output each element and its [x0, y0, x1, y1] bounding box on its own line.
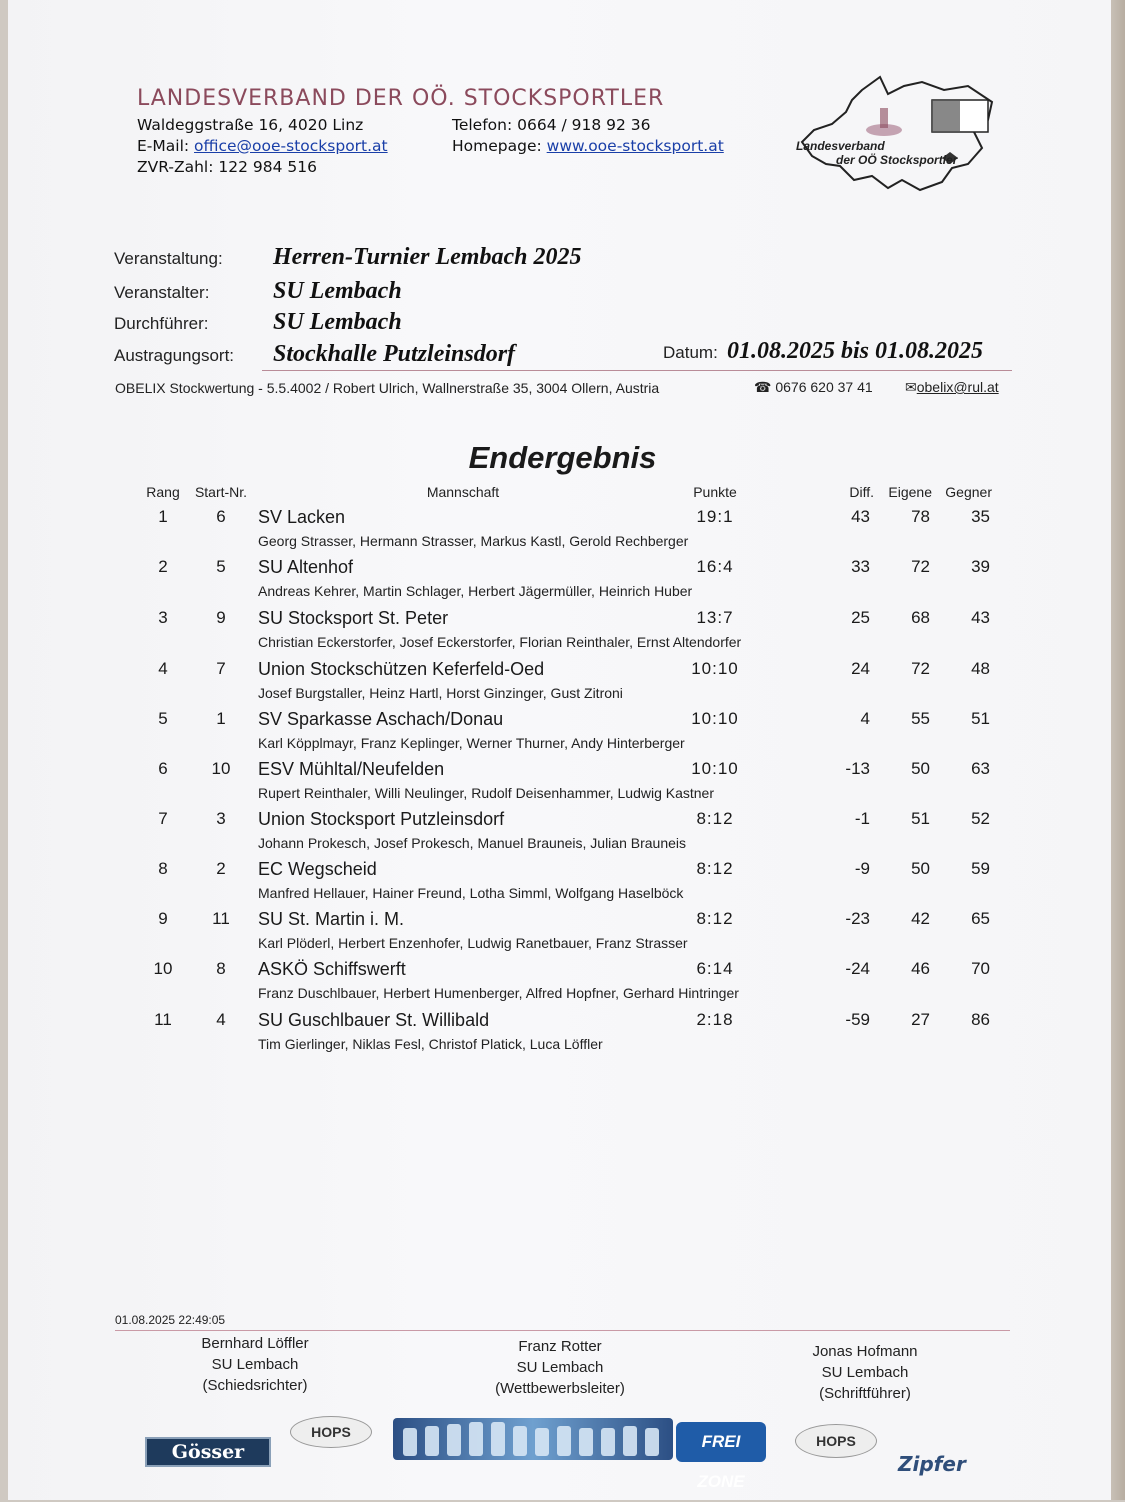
opponent-score: 48 — [971, 659, 990, 678]
table-row — [0, 909, 1125, 959]
team-players: Rupert Reinthaler, Willi Neulinger, Rudolf Deisenhammer, Ludwig Kastner — [258, 785, 714, 801]
email-label: E-Mail: — [137, 137, 190, 155]
signature-secretary — [765, 1341, 965, 1404]
sponsor-gosser-logo: Gösser — [145, 1437, 271, 1467]
table-row — [0, 709, 1125, 759]
start-number: 10 — [211, 759, 231, 778]
own-score: 46 — [911, 959, 930, 978]
durchfuehrer-value: SU Lembach — [273, 309, 402, 335]
signature-role: (Schiedsrichter) — [202, 1377, 308, 1394]
points: 10:10 — [691, 659, 739, 678]
signature-club: SU Lembach — [516, 1359, 604, 1376]
opponent-score: 39 — [971, 557, 990, 576]
software-email-line — [905, 379, 999, 396]
start-number: 4 — [216, 1010, 226, 1029]
start-number: 5 — [216, 557, 226, 576]
own-score: 50 — [911, 759, 930, 778]
own-score: 50 — [911, 859, 930, 878]
team-name: Union Stockschützen Keferfeld-Oed — [258, 659, 545, 679]
homepage-label: Homepage: — [452, 137, 542, 155]
team-players: Josef Burgstaller, Heinz Hartl, Horst Ginzinger, Gust Zitroni — [258, 685, 623, 701]
signature-club: SU Lembach — [211, 1356, 299, 1373]
header-start: Start-Nr. — [194, 484, 248, 500]
signature-referee — [155, 1333, 355, 1396]
software-info: OBELIX Stockwertung - 5.5.4002 / Robert Ulrich, Wallnerstraße 35, 3004 Ollern, Austria — [115, 380, 660, 396]
own-score: 68 — [911, 608, 930, 627]
team-players: Johann Prokesch, Josef Prokesch, Manuel Brauneis, Julian Brauneis — [258, 835, 687, 851]
team-players: Manfred Hellauer, Hainer Freund, Lotha Simml, Wolfgang Haselböck — [258, 885, 684, 901]
start-number: 1 — [216, 709, 226, 728]
difference: 25 — [851, 608, 870, 627]
start-number: 3 — [216, 809, 226, 828]
opponent-score: 51 — [971, 709, 990, 728]
veranstaltung-value: Herren-Turnier Lembach 2025 — [273, 244, 582, 270]
team-name: SU St. Martin i. M. — [258, 909, 405, 929]
table-row — [0, 608, 1125, 658]
points: 8:12 — [696, 859, 734, 878]
team-players: Karl Plöderl, Herbert Enzenhofer, Ludwig Ranetbauer, Franz Strasser — [258, 935, 688, 951]
table-row — [0, 859, 1125, 909]
opponent-score: 59 — [971, 859, 990, 878]
header-eigene: Eigene — [888, 484, 932, 500]
table-row — [0, 507, 1125, 557]
points: 16:4 — [696, 557, 734, 576]
team-name: ESV Mühltal/Neufelden — [258, 759, 445, 779]
signature-role: (Schriftführer) — [819, 1385, 911, 1402]
org-homepage-link[interactable]: www.ooe-stocksport.at — [546, 137, 724, 155]
points: 19:1 — [696, 507, 734, 526]
print-timestamp: 01.08.2025 22:49:05 — [115, 1313, 226, 1327]
difference: -59 — [845, 1010, 870, 1029]
team-name: SV Lacken — [258, 507, 346, 527]
team-players: Tim Gierlinger, Niklas Fesl, Christof Platick, Luca Löffler — [258, 1036, 603, 1052]
org-email-line — [137, 137, 388, 155]
sponsor-bottles-banner — [393, 1418, 673, 1460]
rank: 8 — [158, 859, 168, 878]
header-gegner: Gegner — [945, 484, 992, 500]
signature-role: (Wettbewerbsleiter) — [495, 1380, 625, 1397]
org-email-link[interactable]: office@ooe-stocksport.at — [194, 137, 388, 155]
sponsor-freizone-logo: FREI ZONE — [676, 1422, 766, 1462]
org-address: Waldeggstraße 16, 4020 Linz — [137, 116, 364, 134]
difference: -23 — [845, 909, 870, 928]
header-punkte: Punkte — [693, 484, 737, 500]
rank: 6 — [158, 759, 168, 778]
own-score: 51 — [911, 809, 930, 828]
opponent-score: 65 — [971, 909, 990, 928]
own-score: 42 — [911, 909, 930, 928]
opponent-score: 52 — [971, 809, 990, 828]
header-rang: Rang — [146, 484, 180, 500]
team-name: SV Sparkasse Aschach/Donau — [258, 709, 504, 729]
header-diff: Diff. — [849, 484, 874, 500]
sponsor-hops-logo-2: HOPS — [795, 1424, 877, 1458]
logo-text-1: Landesverband — [796, 139, 885, 153]
points: 2:18 — [696, 1010, 734, 1029]
rank: 10 — [153, 959, 173, 978]
durchfuehrer-label: Durchführer: — [114, 314, 209, 333]
own-score: 55 — [911, 709, 930, 728]
team-name: SU Stocksport St. Peter — [258, 608, 449, 628]
difference: -9 — [854, 859, 870, 878]
points: 10:10 — [691, 709, 739, 728]
envelope-icon: ✉ — [905, 379, 917, 395]
org-homepage-line — [452, 137, 724, 155]
veranstalter-label: Veranstalter: — [114, 283, 210, 302]
signature-name: Bernhard Löffler — [201, 1335, 309, 1352]
start-number: 11 — [212, 909, 230, 928]
team-name: SU Altenhof — [258, 557, 354, 577]
table-row — [0, 1010, 1125, 1060]
team-name: Union Stocksport Putzleinsdorf — [258, 809, 505, 829]
org-name: LANDESVERBAND DER OÖ. STOCKSPORTLER — [137, 86, 665, 111]
rank: 4 — [158, 659, 168, 678]
team-players: Andreas Kehrer, Martin Schlager, Herbert Jägermüller, Heinrich Huber — [258, 583, 693, 599]
opponent-score: 35 — [971, 507, 990, 526]
start-number: 8 — [216, 959, 226, 978]
team-name: EC Wegscheid — [258, 859, 377, 879]
table-row — [0, 959, 1125, 1009]
rank: 2 — [158, 557, 168, 576]
software-phone-line — [754, 379, 873, 396]
upper-austria-map-logo — [792, 72, 1002, 202]
difference: -1 — [854, 809, 870, 828]
opponent-score: 86 — [971, 1010, 990, 1029]
difference: -24 — [845, 959, 870, 978]
difference: 33 — [851, 557, 870, 576]
start-number: 9 — [216, 608, 226, 627]
difference: -13 — [845, 759, 870, 778]
difference: 4 — [860, 709, 870, 728]
signature-club: SU Lembach — [821, 1364, 909, 1381]
team-name: ASKÖ Schiffswerft — [258, 959, 406, 979]
software-email-link[interactable]: obelix@rul.at — [916, 379, 999, 395]
org-phone: Telefon: 0664 / 918 92 36 — [452, 116, 651, 134]
own-score: 78 — [911, 507, 930, 526]
rank: 5 — [158, 709, 168, 728]
software-phone: 0676 620 37 41 — [775, 379, 873, 395]
signature-competition-lead — [460, 1336, 660, 1399]
rank: 11 — [154, 1010, 172, 1029]
zvr-number: ZVR-Zahl: 122 984 516 — [137, 158, 317, 176]
start-number: 7 — [216, 659, 226, 678]
datum-value: 01.08.2025 bis 01.08.2025 — [727, 338, 984, 364]
start-number: 2 — [216, 859, 226, 878]
opponent-score: 63 — [971, 759, 990, 778]
datum-label: Datum: — [663, 343, 718, 362]
points: 10:10 — [691, 759, 739, 778]
signature-name: Franz Rotter — [518, 1338, 602, 1355]
ort-value: Stockhalle Putzleinsdorf — [273, 341, 516, 367]
difference: 43 — [851, 507, 870, 526]
own-score: 27 — [911, 1010, 930, 1029]
sponsor-zipfer-logo: Zipfer — [898, 1452, 966, 1476]
own-score: 72 — [911, 659, 930, 678]
points: 8:12 — [696, 809, 734, 828]
sponsor-hops-logo: HOPS — [290, 1416, 372, 1448]
opponent-score: 70 — [971, 959, 990, 978]
footer-rule — [115, 1330, 1010, 1331]
table-row — [0, 809, 1125, 859]
start-number: 6 — [216, 507, 226, 526]
opponent-score: 43 — [971, 608, 990, 627]
points: 13:7 — [696, 608, 734, 627]
logo-text-2: der OÖ Stocksportler — [836, 153, 958, 167]
header-team: Mannschaft — [426, 484, 500, 500]
telephone-icon: ☎ — [754, 379, 772, 395]
ort-label: Austragungsort: — [114, 346, 235, 365]
team-players: Christian Eckerstorfer, Josef Eckerstorfer, Florian Reinthaler, Ernst Altendorfer — [258, 634, 742, 650]
points: 6:14 — [696, 959, 734, 978]
team-name: SU Guschlbauer St. Willibald — [258, 1010, 490, 1030]
table-row — [0, 759, 1125, 809]
rank: 7 — [158, 809, 168, 828]
signature-name: Jonas Hofmann — [812, 1343, 918, 1360]
results-title: Endergebnis — [468, 440, 657, 475]
table-row — [0, 659, 1125, 709]
own-score: 72 — [911, 557, 930, 576]
table-row — [0, 557, 1125, 607]
rank: 9 — [158, 909, 168, 928]
veranstalter-value: SU Lembach — [273, 278, 402, 304]
team-players: Karl Köpplmayr, Franz Keplinger, Werner Thurner, Andy Hinterberger — [258, 735, 685, 751]
points: 8:12 — [696, 909, 734, 928]
team-players: Franz Duschlbauer, Herbert Humenberger, Alfred Hopfner, Gerhard Hintringer — [258, 985, 739, 1001]
difference: 24 — [851, 659, 870, 678]
rank: 3 — [158, 608, 168, 627]
team-players: Georg Strasser, Hermann Strasser, Markus Kastl, Gerold Rechberger — [258, 533, 689, 549]
rank: 1 — [158, 507, 168, 526]
separator-line — [262, 370, 1012, 371]
veranstaltung-label: Veranstaltung: — [114, 249, 223, 268]
